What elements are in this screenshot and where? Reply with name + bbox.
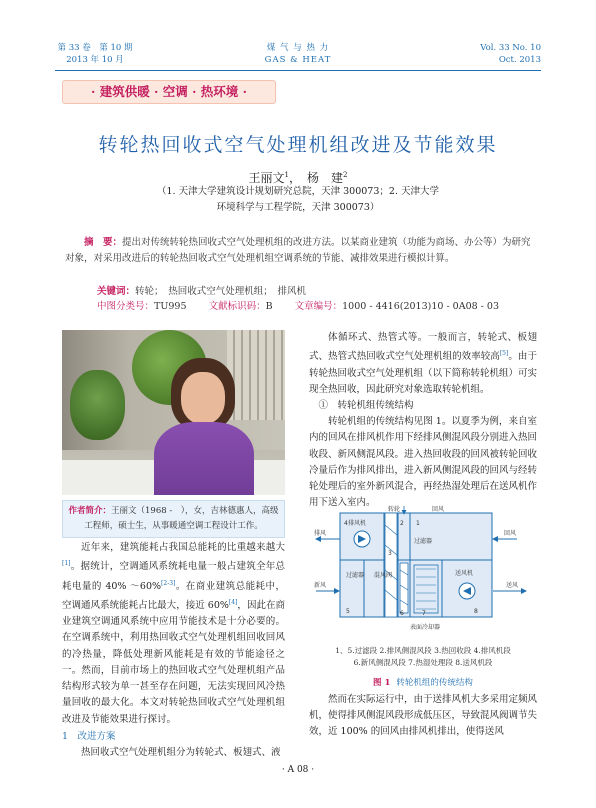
author-bio-text: 王丽文（1968 - ），女，吉林德惠人，高级工程师，硕士生，从事暖通空调工程设计工作。	[84, 506, 279, 531]
author-bio-label: 作者简介：	[68, 506, 112, 516]
label-cooling-coil: 表面冷却器	[410, 624, 441, 631]
page-number: · A 08 ·	[281, 765, 315, 775]
author-2-affil: 2	[343, 171, 348, 179]
abstract-label: 摘 要：	[84, 237, 123, 248]
author-1: 王丽文	[248, 171, 285, 185]
label-exhaust: 排风	[314, 530, 327, 537]
ref-1: [1]	[62, 560, 71, 568]
keywords-label: 关键词：	[97, 286, 136, 297]
left-column-body	[62, 540, 285, 761]
photo-face	[181, 372, 225, 424]
journal-name	[248, 42, 348, 66]
figure-1-legend	[309, 645, 537, 669]
figure-legend-line-1: 1、5.过滤段 2.排风侧混风段 3.热回收段 4.排风机段	[335, 646, 511, 655]
label-num-2: 2	[400, 520, 404, 527]
label-num-7: 7	[422, 610, 426, 617]
label-supply: 送风	[506, 582, 519, 589]
journal-volume-issue-en	[461, 42, 541, 66]
journal-volume-issue	[55, 42, 135, 66]
label-fresh-air: 新风	[314, 582, 327, 589]
affiliation-line-1: （1. 天津大学建筑设计规划研究总院，天津 300073；2. 天津大学	[157, 186, 439, 197]
photo-sweater	[154, 422, 254, 495]
right-text-a: 体循环式、热管式等。一般而言，转轮式、板翅式、热管式热回收式空气处理机组的效率较高	[309, 332, 537, 363]
ref-5: [5]	[499, 350, 509, 358]
intro-text-b: 。据统计，空调通风系统耗电量一般占建筑全年总耗电量的 40% ～60%	[62, 561, 285, 592]
photo-plant-left	[70, 370, 125, 440]
label-filter-1: 过滤器	[414, 538, 433, 545]
article-number-label: 文章编号：	[294, 301, 343, 312]
figure-1-title	[309, 676, 537, 688]
keywords-text: 转轮； 热回收式空气处理机组； 排风机	[135, 286, 307, 297]
label-return-top: 回风	[432, 506, 445, 513]
section-banner: · 建筑供暖 · 空调 · 热环境 ·	[62, 80, 276, 104]
affiliation	[0, 184, 596, 216]
author-separator: ，	[288, 171, 307, 185]
intro-text-a: 近年来，建筑能耗占我国总能耗的比重越来越大	[81, 542, 285, 553]
section-1-paragraph: 热回收式空气处理机组分为转轮式、板翅式、液	[81, 746, 281, 758]
label-num-5: 5	[346, 608, 350, 615]
right-paragraph-2: 转轮机组的传统结构见图 1。以夏季为例，来自室内的回风在排风机作用下经排风侧混风段分别进入热回收段、新风侧混风段。进入热回收段的回风被转轮回收冷量后作为排风排出，进入新风侧混风段的回风与经转轮处理后的室外新风混合，再经热湿处理后在送风机作用下送入室内。	[309, 416, 538, 509]
label-supply-fan: 送风机	[455, 570, 474, 577]
volume-issue-en: Vol. 33 No. 10	[480, 43, 541, 53]
figure-1-diagram	[312, 505, 534, 645]
affiliation-line-2: 环境科学与工程学院，天津 300073）	[216, 202, 380, 213]
date-en: Oct. 2013	[498, 55, 541, 65]
clc-value: TU995	[154, 301, 187, 312]
author-bio	[62, 500, 285, 538]
right-column-body	[309, 330, 537, 511]
label-mixing-damper: 混风阀	[374, 572, 393, 579]
journal-name-en: GAS & HEAT	[264, 55, 332, 65]
author-photo	[62, 330, 285, 495]
doc-code-label: 文献标识码：	[208, 301, 266, 312]
ref-2-3: [2-3]	[161, 579, 176, 587]
figure-number: 图 1	[373, 678, 391, 688]
abstract	[65, 235, 531, 267]
figure-legend-line-2: 6.新风侧混风段 7.热湿处理段 8.送风机段	[353, 658, 493, 667]
intro-text-d: ，因此在商业建筑空调通风系统中应用节能技术是十分必要的。在空调系统中，利用热回收式空气处理机组回收回风的冷热量，降低处理新风能耗是有效的节能途径之一。然而，目前市场上的热回收式空气处理机组产品结构形式较为单一甚至存在问题，无法实现回风冷热量回收的最大化。本文对转轮热回收式空气处理机组改进及节能效果进行探讨。	[62, 600, 285, 725]
label-num-6: 6	[400, 610, 404, 617]
label-num-8: 8	[474, 608, 478, 615]
subheading-traditional-structure: ① 转轮机组传统结构	[318, 399, 414, 411]
volume-issue-text: 第 33 卷 第 10 期	[57, 43, 133, 53]
label-num-1: 1	[416, 520, 420, 527]
abstract-text: 提出对传统转轮热回收式空气处理机组的改进方法。以某商业建筑（功能为商场、办公等）为研究对象，对采用改进后的转轮热回收式空气处理机组空调系统的节能、减排效果进行模拟计算。	[65, 237, 531, 264]
keywords	[97, 283, 306, 297]
classification-line	[97, 298, 499, 312]
label-wheel: 转轮	[388, 506, 401, 513]
right-column-bottom	[309, 692, 537, 741]
section-heading-1: 1 改进方案	[62, 730, 116, 742]
author-2: 杨 建	[307, 171, 344, 185]
right-paragraph-3: 然而在实际运行中，由于送排风机大多采用定频风机，使得排风侧混风段形成低压区，导致混风阀调节失效，近 100% 的回风由排风机排出，使得送风	[309, 694, 538, 738]
right-text-b: 。由于转轮热回收式空气处理机组（以下简称转轮机组）可实现全热回收，因此研究对象选取转轮机组。	[309, 351, 538, 395]
label-return-right: 回风	[504, 530, 517, 537]
header-divider	[55, 70, 541, 71]
doc-code-value: B	[265, 301, 273, 312]
right-paragraph-1	[309, 330, 537, 398]
figure-title-text: 转轮机组的传统结构	[396, 678, 473, 688]
ref-4: [4]	[228, 598, 238, 606]
article-number-value: 1000 - 4416(2013)10 - 0A08 - 03	[342, 301, 500, 312]
label-filter-5: 过滤器	[346, 572, 365, 579]
intro-paragraph	[62, 540, 285, 728]
journal-name-cn: 煤 气 与 热 力	[266, 43, 330, 53]
publication-date-text: 2013 年 10 月	[66, 55, 124, 65]
clc-label: 中图分类号：	[97, 301, 155, 312]
rotary-wheel	[385, 513, 397, 617]
label-exhaust-fan: 排风机	[348, 520, 367, 527]
article-title: 转轮热回收式空气处理机组改进及节能效果	[98, 134, 498, 156]
label-num-4: 4	[344, 520, 348, 527]
label-num-3: 3	[388, 550, 392, 557]
author-1-affil: 1	[284, 171, 289, 179]
intro-text-c: 。在商业建筑总能耗中，空调通风系统能耗占比最大，接近 60%	[62, 580, 285, 612]
photo-bookshelf	[227, 330, 285, 420]
